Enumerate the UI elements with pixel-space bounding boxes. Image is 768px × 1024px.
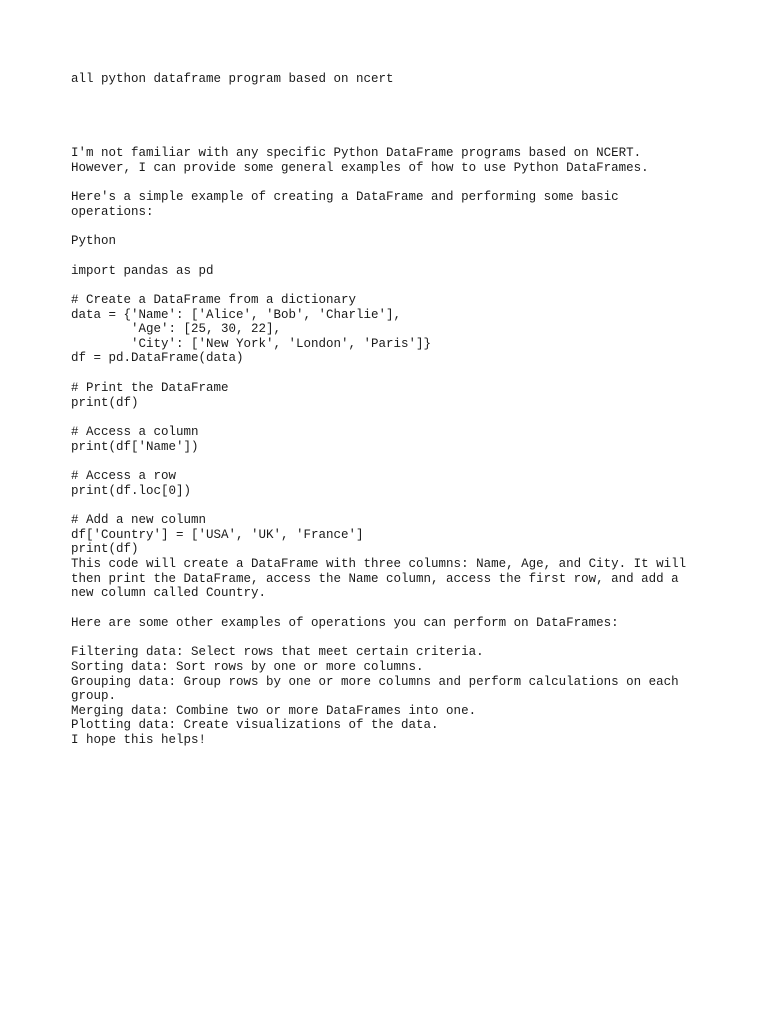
closing-text: I hope this helps!: [71, 733, 207, 747]
operation-item: Plotting data: Create visualizations of the data.: [71, 718, 439, 732]
intro-line: However, I can provide some general examples of how to use Python DataFrames.: [71, 161, 649, 175]
code-line: # Print the DataFrame: [71, 381, 229, 395]
code-line: import pandas as pd: [71, 264, 214, 278]
operations-intro: Here are some other examples of operations you can perform on DataFrames:: [71, 616, 619, 630]
code-line: # Access a row: [71, 469, 177, 483]
code-line: # Create a DataFrame from a dictionary: [71, 293, 357, 307]
code-line: df['Country'] = ['USA', 'UK', 'France']: [71, 528, 364, 542]
explanation-line: then print the DataFrame, access the Name column, access the first row, and add a: [71, 572, 679, 586]
code-line: print(df): [71, 542, 139, 556]
operation-item: Sorting data: Sort rows by one or more columns.: [71, 660, 424, 674]
code-line: print(df): [71, 396, 139, 410]
operation-item: group.: [71, 689, 117, 703]
code-line: print(df['Name']): [71, 440, 199, 454]
code-line: print(df.loc[0]): [71, 484, 192, 498]
example-intro-line: Here's a simple example of creating a DataFrame and performing some basic: [71, 190, 619, 204]
prompt-text: all python dataframe program based on ncert: [71, 72, 394, 86]
code-line: data = {'Name': ['Alice', 'Bob', 'Charlie'],: [71, 308, 402, 322]
code-language-label: Python: [71, 234, 117, 248]
explanation-line: This code will create a DataFrame with three columns: Name, Age, and City. It will: [71, 557, 687, 571]
code-line: 'City': ['New York', 'London', 'Paris']}: [71, 337, 432, 351]
operation-item: Merging data: Combine two or more DataFrames into one.: [71, 704, 477, 718]
code-line: # Access a column: [71, 425, 199, 439]
example-intro-line: operations:: [71, 205, 154, 219]
operation-item: Filtering data: Select rows that meet certain criteria.: [71, 645, 484, 659]
code-line: # Add a new column: [71, 513, 207, 527]
intro-line: I'm not familiar with any specific Python DataFrame programs based on NCERT.: [71, 146, 642, 160]
code-line: df = pd.DataFrame(data): [71, 351, 244, 365]
code-line: 'Age': [25, 30, 22],: [71, 322, 282, 336]
operation-item: Grouping data: Group rows by one or more columns and perform calculations on each: [71, 675, 679, 689]
explanation-line: new column called Country.: [71, 586, 267, 600]
